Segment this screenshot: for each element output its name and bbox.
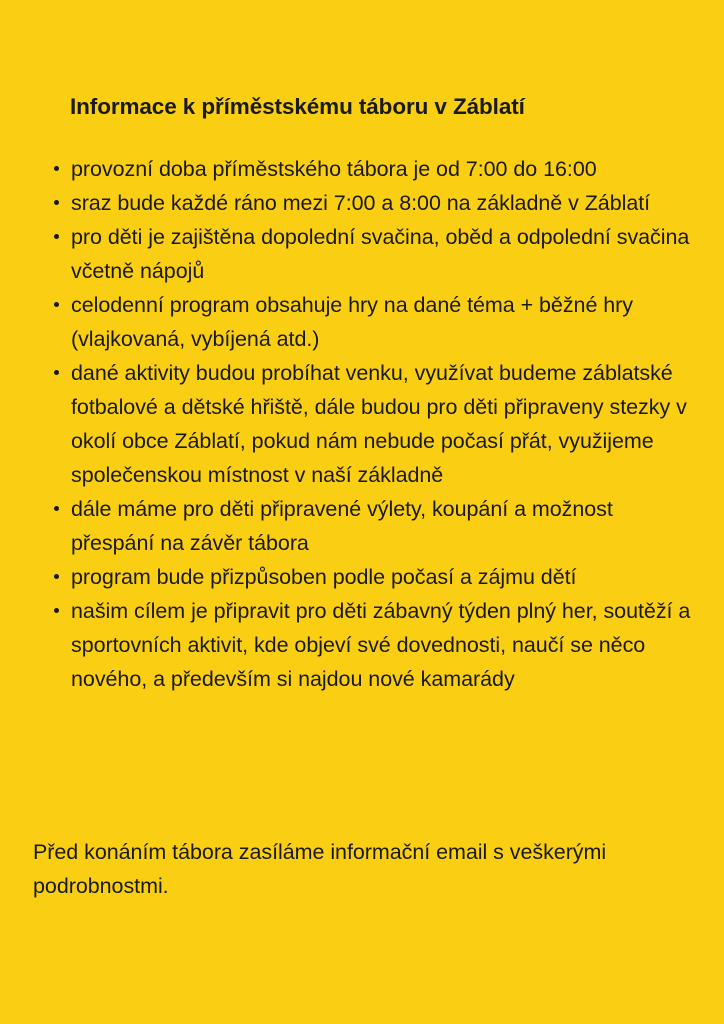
closing-paragraph: Před konáním tábora zasíláme informační email s veškerými podrobnostmi. — [33, 839, 607, 898]
list-item-text: celodenní program obsahuje hry na dané téma + běžné hry (vlajkovaná, vybíjená atd.) — [71, 293, 633, 351]
list-item — [52, 492, 696, 560]
list-item-text: dále máme pro děti připravené výlety, koupání a možnost přespání na závěr tábora — [71, 497, 613, 555]
list-item — [52, 220, 696, 288]
list-item-text: program bude přizpůsoben podle počasí a zájmu dětí — [71, 565, 577, 589]
info-bullet-list — [52, 152, 696, 696]
list-item — [52, 560, 696, 594]
bullet-dot-icon — [54, 574, 59, 579]
list-item — [52, 152, 696, 186]
list-item-text: sraz bude každé ráno mezi 7:00 a 8:00 na základně v Záblatí — [71, 191, 651, 215]
list-item — [52, 186, 696, 220]
list-item — [52, 356, 696, 492]
list-item — [52, 288, 696, 356]
bullet-dot-icon — [54, 302, 59, 307]
page-title: Informace k příměstskému táboru v Záblatí — [70, 94, 525, 120]
bullet-dot-icon — [54, 166, 59, 171]
list-item-text: dané aktivity budou probíhat venku, využívat budeme záblatské fotbalové a dětské hřiště, dále budou pro děti připraveny stezky v okolí obce Záblatí, pokud nám nebude počasí přát, využijeme společenskou místnost v naší základně — [71, 361, 687, 487]
bullet-dot-icon — [54, 200, 59, 205]
bullet-dot-icon — [54, 370, 59, 375]
list-item-text: provozní doba příměstského tábora je od 7:00 do 16:00 — [71, 157, 597, 181]
bullet-dot-icon — [54, 234, 59, 239]
bullet-dot-icon — [54, 506, 59, 511]
bullet-dot-icon — [54, 608, 59, 613]
list-item-text: pro děti je zajištěna dopolední svačina, oběd a odpolední svačina včetně nápojů — [71, 225, 690, 283]
list-item — [52, 594, 696, 696]
list-item-text: našim cílem je připravit pro děti zábavný týden plný her, soutěží a sportovních aktivit, kde objeví své dovednosti, naučí se něco nového, a především si najdou nové kamarády — [71, 599, 691, 691]
